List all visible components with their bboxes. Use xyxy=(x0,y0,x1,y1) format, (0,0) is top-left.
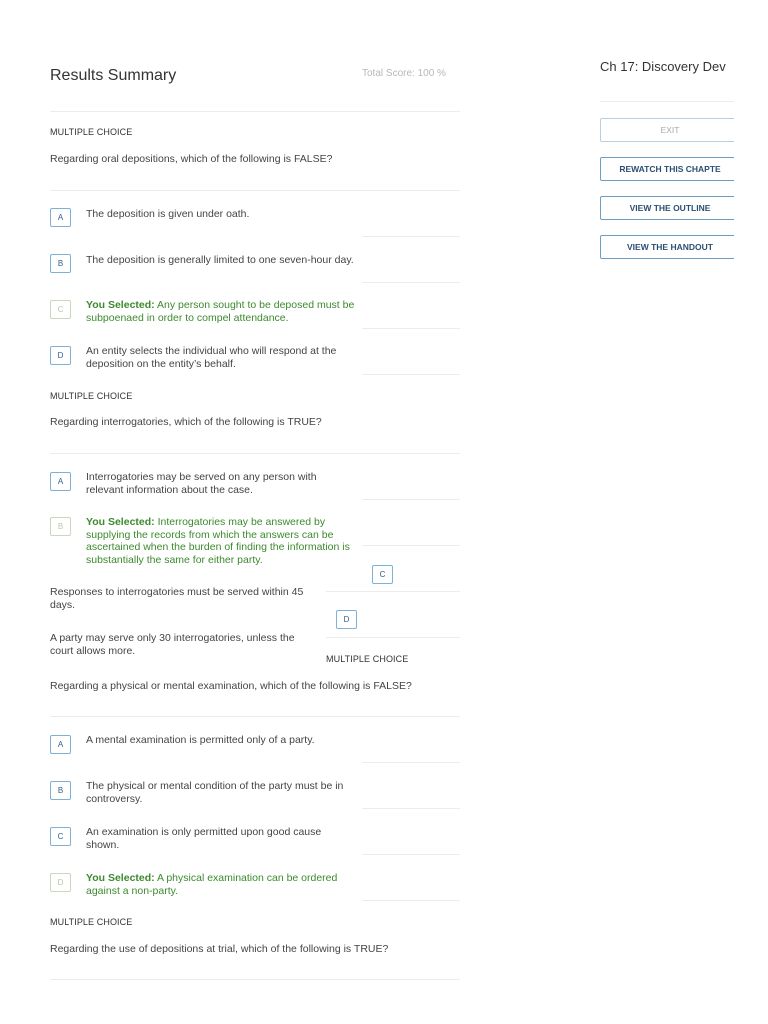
answer-badge-b-selected[interactable]: B xyxy=(50,517,71,536)
you-selected-label: You Selected: xyxy=(86,299,155,311)
answer-text: Responses to interrogatories must be served within 45 days. xyxy=(50,586,304,611)
divider xyxy=(362,808,460,809)
divider xyxy=(50,453,460,454)
divider xyxy=(362,854,460,855)
answer-badge-d[interactable]: D xyxy=(50,346,71,365)
question-4-type: MULTIPLE CHOICE xyxy=(50,917,133,927)
rewatch-chapter-button[interactable]: REWATCH THIS CHAPTE xyxy=(600,157,740,181)
question-2-text: Regarding interrogatories, which of the following is TRUE? xyxy=(50,416,322,428)
viewport-edge xyxy=(734,0,768,1024)
selected-answer-text xyxy=(86,872,356,897)
answer-badge-a[interactable]: A xyxy=(50,472,71,491)
question-1-text: Regarding oral depositions, which of the following is FALSE? xyxy=(50,153,333,165)
answer-badge-a[interactable]: A xyxy=(50,735,71,754)
divider xyxy=(362,236,460,237)
divider xyxy=(50,979,460,980)
divider xyxy=(50,716,460,717)
divider xyxy=(326,591,460,592)
answer-text: Interrogatories may be answered by supplying the records from which the answers can be ascertained when the burden of finding the information is substantially the same for either party. xyxy=(86,516,350,566)
answer-badge-c-selected[interactable]: C xyxy=(50,300,71,319)
answer-text: The deposition is generally limited to one seven-hour day. xyxy=(86,254,354,266)
question-1-type: MULTIPLE CHOICE xyxy=(50,127,133,137)
answer-badge-d-selected[interactable]: D xyxy=(50,873,71,892)
answer-text: A mental examination is permitted only of a party. xyxy=(86,734,315,746)
divider xyxy=(362,374,460,375)
answer-text: The deposition is given under oath. xyxy=(86,208,250,220)
question-2-type: MULTIPLE CHOICE xyxy=(50,391,133,401)
question-3-type: MULTIPLE CHOICE xyxy=(326,654,409,664)
divider xyxy=(362,900,460,901)
divider xyxy=(600,101,740,102)
selected-answer-text xyxy=(86,299,356,324)
answer-badge-c[interactable]: C xyxy=(372,565,393,584)
answer-text: Any person sought to be deposed must be subpoenaed in order to compel attendance. xyxy=(86,299,355,324)
question-3-text: Regarding a physical or mental examination, which of the following is FALSE? xyxy=(50,680,412,692)
view-outline-button[interactable]: VIEW THE OUTLINE xyxy=(600,196,740,220)
divider xyxy=(362,328,460,329)
answer-text: An entity selects the individual who will respond at the deposition on the entity’s behalf. xyxy=(86,345,337,370)
answer-badge-b[interactable]: B xyxy=(50,781,71,800)
divider xyxy=(50,111,460,112)
total-score: Total Score: 100 % xyxy=(362,68,446,79)
answer-text: An examination is only permitted upon good cause shown. xyxy=(86,826,322,851)
divider xyxy=(50,190,460,191)
answer-text: The physical or mental condition of the party must be in controversy. xyxy=(86,780,344,805)
answer-text: A party may serve only 30 interrogatories, unless the court allows more. xyxy=(50,632,295,657)
you-selected-label: You Selected: xyxy=(86,516,155,528)
answer-badge-d[interactable]: D xyxy=(336,610,357,629)
answer-text: A physical examination can be ordered against a non-party. xyxy=(86,872,338,897)
answer-badge-b[interactable]: B xyxy=(50,254,71,273)
exit-button[interactable]: EXIT xyxy=(600,118,740,142)
question-4-text: Regarding the use of depositions at trial, which of the following is TRUE? xyxy=(50,943,389,955)
answer-badge-a[interactable]: A xyxy=(50,208,71,227)
divider xyxy=(362,499,460,500)
results-summary-title: Results Summary xyxy=(50,67,177,84)
view-handout-button[interactable]: VIEW THE HANDOUT xyxy=(600,235,740,259)
divider xyxy=(362,762,460,763)
answer-text: Interrogatories may be served on any person with relevant information about the case. xyxy=(86,471,317,496)
chapter-title: Ch 17: Discovery Dev xyxy=(600,59,726,74)
answer-badge-c[interactable]: C xyxy=(50,827,71,846)
divider xyxy=(362,545,460,546)
you-selected-label: You Selected: xyxy=(86,872,155,884)
selected-answer-text xyxy=(86,516,358,566)
divider xyxy=(326,637,460,638)
divider xyxy=(362,282,460,283)
